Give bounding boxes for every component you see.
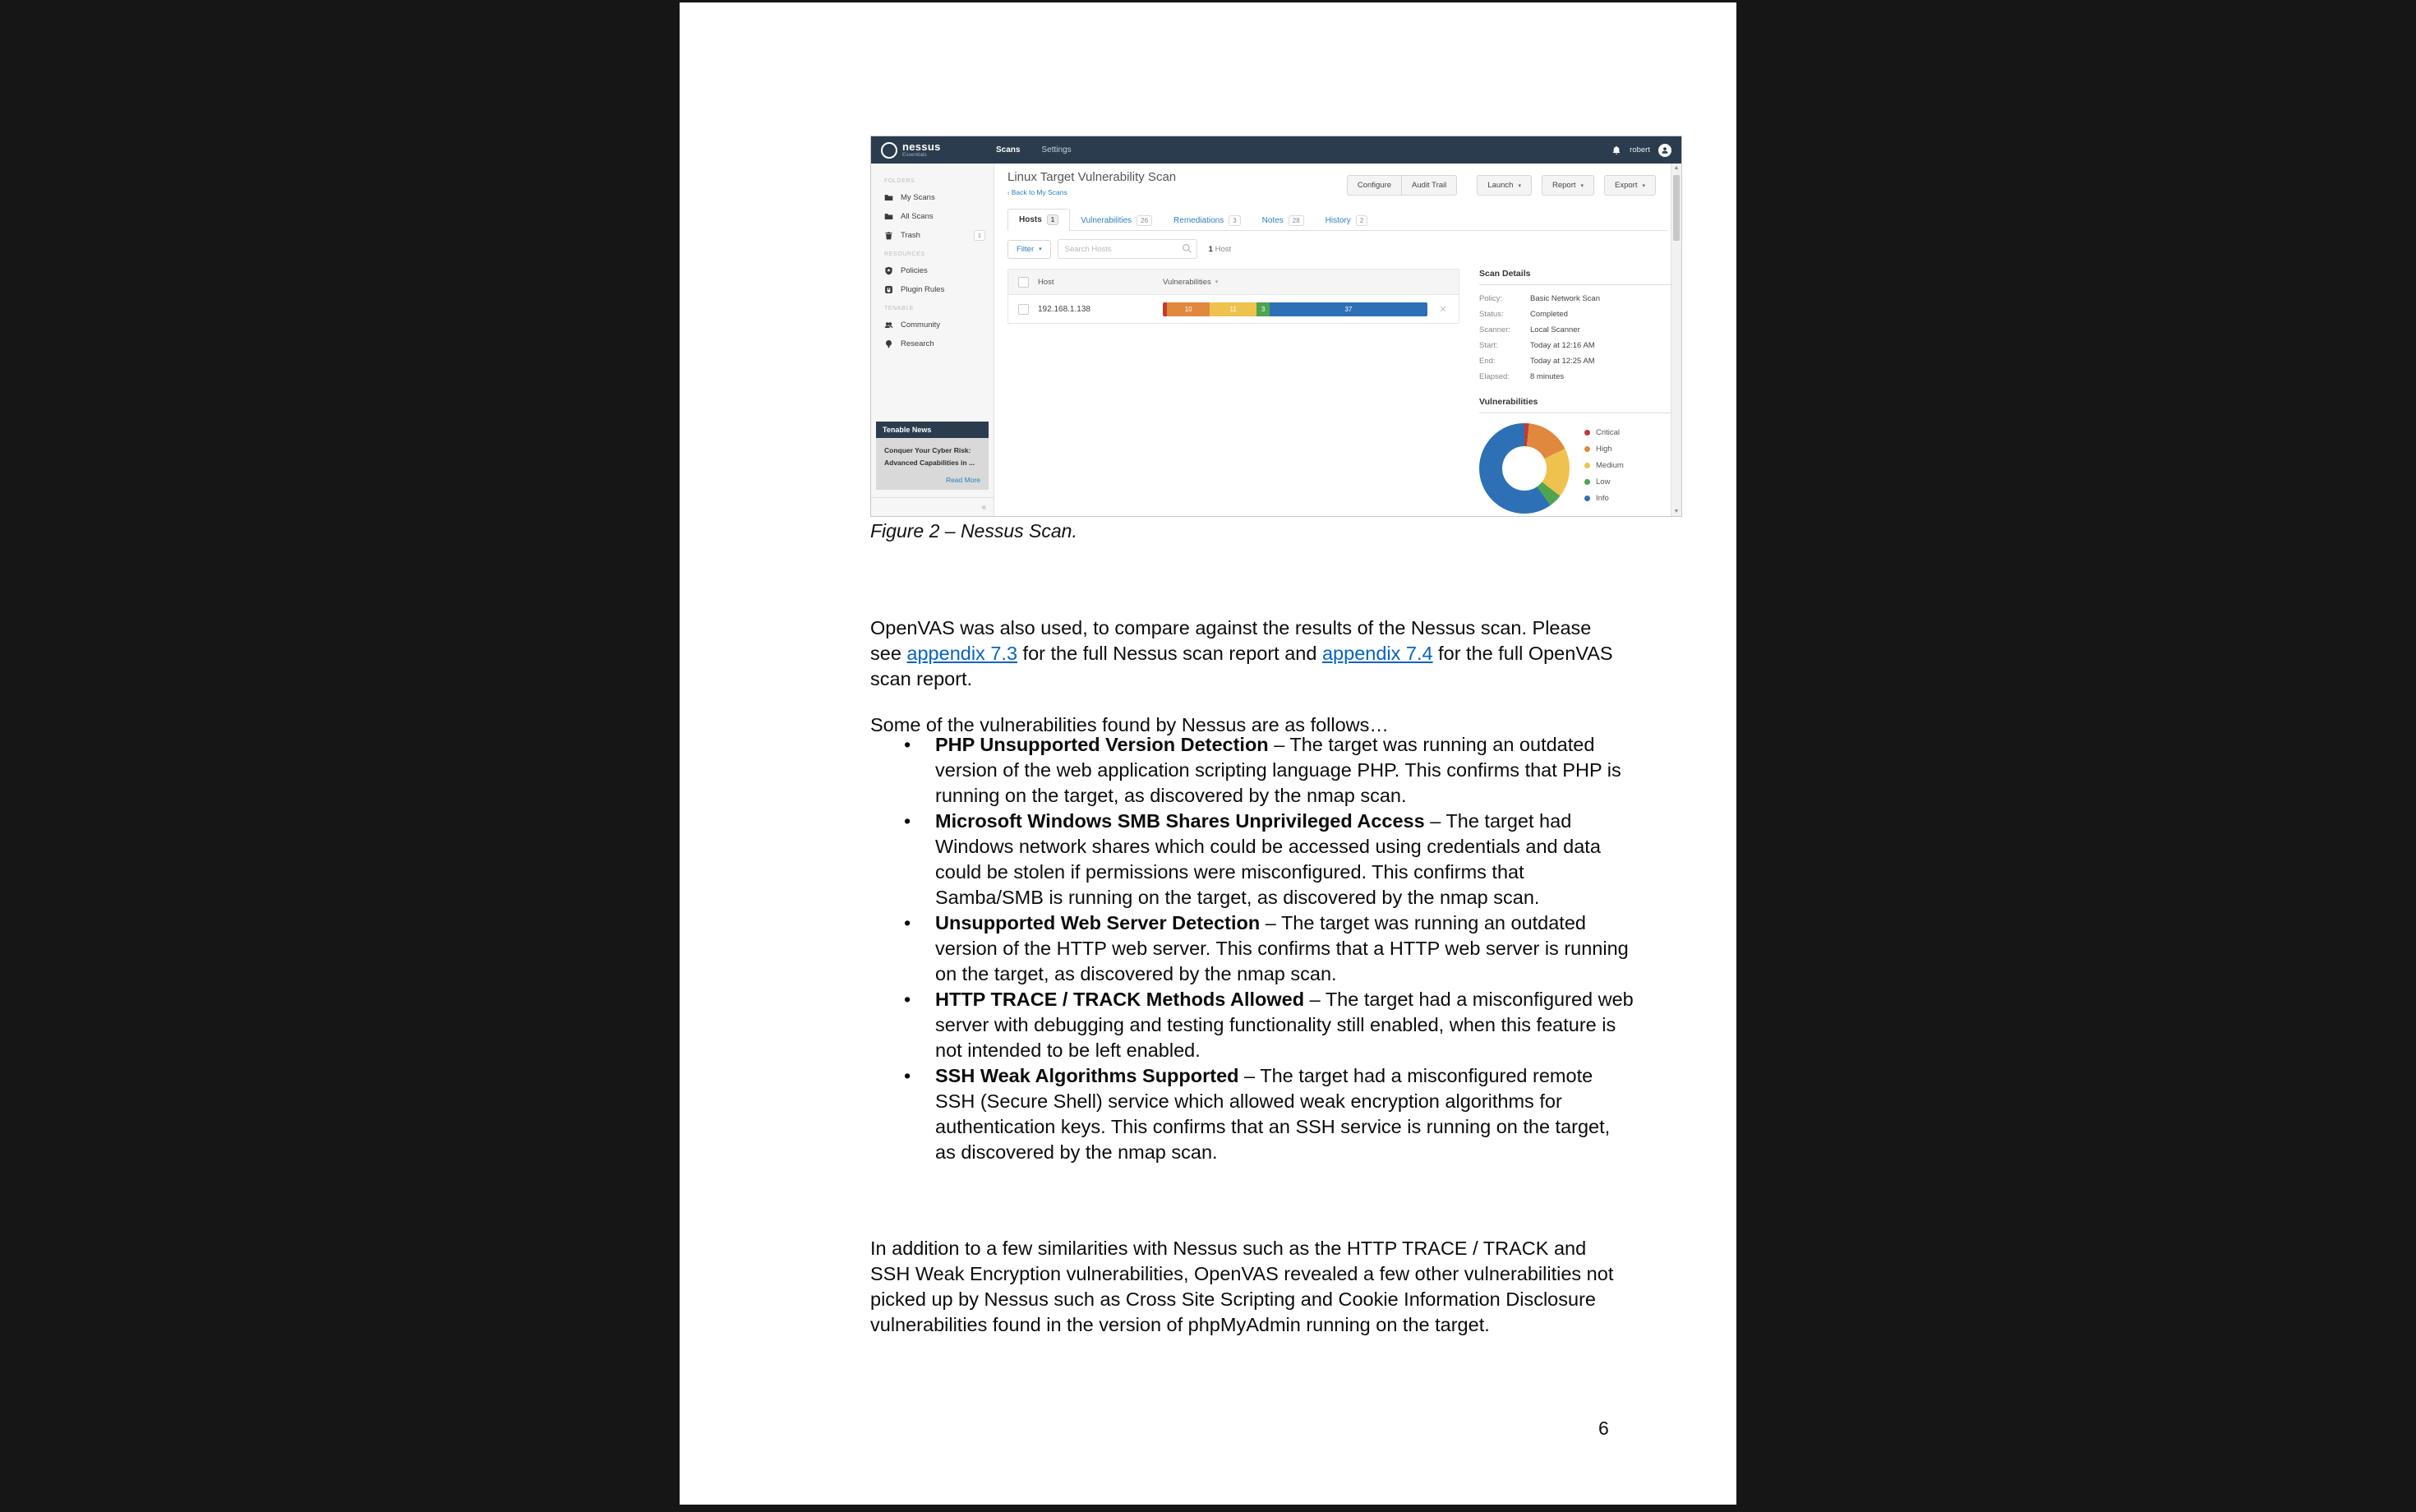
scroll-down-icon[interactable]: ▼ bbox=[1673, 509, 1680, 514]
bar-segment-medium[interactable]: 11 bbox=[1210, 302, 1256, 316]
folder-icon bbox=[884, 212, 893, 221]
tab-history[interactable]: History 2 bbox=[1315, 210, 1379, 231]
tab-count-badge: 26 bbox=[1137, 215, 1152, 226]
paragraph-intro-list: Some of the vulnerabilities found by Nessus are as follows… bbox=[870, 713, 1389, 735]
sidebar-item-community[interactable] bbox=[871, 316, 994, 334]
bar-segment-high[interactable]: 10 bbox=[1167, 302, 1210, 316]
scan-details-panel bbox=[1479, 269, 1676, 514]
sort-icon: ▾ bbox=[1215, 279, 1219, 285]
launch-dropdown[interactable]: Launch ▾ bbox=[1477, 175, 1532, 196]
tab-vulnerabilities[interactable]: Vulnerabilities 26 bbox=[1070, 210, 1163, 231]
detail-row-status: Status: Completed bbox=[1479, 310, 1568, 319]
tab-count-badge: 1 bbox=[1047, 214, 1058, 225]
user-avatar[interactable] bbox=[1658, 144, 1671, 157]
report-dropdown[interactable]: Report ▾ bbox=[1542, 175, 1594, 196]
medium-dot-icon bbox=[1584, 463, 1590, 468]
sidebar-section-tenable: TENABLE bbox=[884, 306, 915, 311]
brand-subtitle: Essentials bbox=[902, 152, 927, 159]
appendix-7-4-link[interactable]: appendix 7.4 bbox=[1321, 642, 1433, 664]
detail-row-end: End: Today at 12:25 AM bbox=[1479, 357, 1595, 366]
hosts-table-header bbox=[1008, 270, 1459, 295]
audit-trail-button[interactable]: Audit Trail bbox=[1402, 175, 1457, 196]
nessus-logo-icon bbox=[881, 142, 897, 159]
legend-item-low: Low bbox=[1584, 477, 1624, 486]
host-row-checkbox[interactable] bbox=[1018, 304, 1029, 315]
tab-count-badge: 3 bbox=[1229, 215, 1240, 226]
sidebar-item-my-scans[interactable] bbox=[871, 188, 994, 207]
sidebar-item-label: Trash bbox=[901, 231, 920, 240]
remove-host-icon[interactable]: ✕ bbox=[1439, 304, 1447, 315]
tenable-news-title: Conquer Your Cyber Risk: Advanced Capabilities in ... bbox=[884, 446, 975, 467]
sidebar-item-trash[interactable] bbox=[871, 226, 994, 245]
donut-legend bbox=[1584, 428, 1624, 510]
vulnerability-bullet-list bbox=[904, 732, 1634, 1165]
community-icon bbox=[884, 320, 893, 330]
tab-hosts[interactable]: Hosts 1 bbox=[1007, 209, 1070, 231]
caret-down-icon: ▾ bbox=[1518, 182, 1521, 189]
legend-item-medium: Medium bbox=[1584, 461, 1624, 470]
folder-icon bbox=[884, 193, 893, 202]
vulnerability-donut bbox=[1479, 423, 1570, 514]
sidebar-item-label: Plugin Rules bbox=[901, 285, 945, 294]
tab-notes[interactable]: Notes 28 bbox=[1252, 210, 1315, 231]
sidebar-item-research[interactable] bbox=[871, 334, 994, 353]
donut-hole bbox=[1502, 446, 1547, 491]
sidebar-item-all-scans[interactable] bbox=[871, 207, 994, 226]
research-icon bbox=[884, 339, 893, 348]
detail-row-policy: Policy: Basic Network Scan bbox=[1479, 294, 1601, 303]
critical-dot-icon bbox=[1584, 430, 1590, 436]
sidebar-section-resources: RESOURCES bbox=[884, 251, 925, 257]
scan-tabs bbox=[1007, 209, 1667, 231]
high-dot-icon bbox=[1584, 446, 1590, 452]
scan-actions bbox=[1347, 175, 1656, 196]
paragraph-openvas: OpenVAS was also used, to compare against the results of the Nessus scan. Please see appendix 7.3 for the full Nessus scan report and appendix 7.4 for the full OpenVAS scan report. bbox=[870, 616, 1613, 689]
nav-item-scans[interactable]: Scans bbox=[996, 145, 1021, 154]
sidebar-section-folders: FOLDERS bbox=[884, 178, 915, 184]
detail-row-scanner: Scanner: Local Scanner bbox=[1479, 325, 1580, 334]
back-arrow-icon: ‹ bbox=[1007, 191, 1010, 196]
nessus-logo[interactable] bbox=[881, 141, 996, 159]
page-number: 6 bbox=[1598, 1418, 1609, 1439]
bar-segment-low[interactable]: 3 bbox=[1256, 302, 1270, 316]
host-column-header[interactable]: Host bbox=[1038, 277, 1054, 287]
sidebar-item-label: Policies bbox=[901, 266, 928, 275]
vulnerabilities-panel-title: Vulnerabilities bbox=[1479, 397, 1676, 413]
search-icon bbox=[1182, 243, 1192, 254]
scan-details-title: Scan Details bbox=[1479, 269, 1676, 285]
nav-item-settings[interactable]: Settings bbox=[1041, 145, 1072, 154]
info-dot-icon bbox=[1584, 496, 1590, 501]
appendix-7-3-link[interactable]: appendix 7.3 bbox=[906, 642, 1018, 664]
bullet-smb-shares: • Microsoft Windows SMB Shares Unprivileged Access – The target had Windows network shares which could be accessed using credentials and data could be stolen if permissions were misconfigured. This confirms that Samba/SMB is running on the target, as discovered by the nmap scan. bbox=[904, 809, 1634, 910]
legend-item-high: High bbox=[1584, 445, 1624, 454]
nessus-top-nav bbox=[871, 136, 1681, 164]
export-dropdown[interactable]: Export ▾ bbox=[1604, 175, 1656, 196]
sidebar-item-label: Research bbox=[901, 339, 934, 348]
scrollbar-thumb[interactable] bbox=[1673, 175, 1680, 241]
paragraph-closing: In addition to a few similarities with Nessus such as the HTTP TRACE / TRACK and SSH Weak Encryption vulnerabilities, OpenVAS revealed a few other vulnerabilities not picked up by Nessus such as Cross Site Scripting and Cookie Information Disclosure vulnerabilities found in the version of phpMyAdmin running on the target. bbox=[870, 1237, 1614, 1335]
tenable-news-card bbox=[876, 422, 989, 490]
legend-item-critical: Critical bbox=[1584, 428, 1624, 437]
nessus-sidebar bbox=[871, 164, 994, 516]
app-scrollbar[interactable] bbox=[1671, 164, 1681, 516]
caret-down-icon: ▾ bbox=[1039, 247, 1042, 252]
brand-name: nessus bbox=[902, 141, 941, 154]
filter-row bbox=[1007, 239, 1667, 259]
low-dot-icon bbox=[1584, 479, 1590, 485]
bar-segment-info[interactable]: 37 bbox=[1270, 302, 1427, 316]
trash-icon bbox=[884, 231, 893, 240]
sidebar-item-label: All Scans bbox=[901, 212, 934, 221]
plugin-icon bbox=[884, 285, 893, 294]
person-icon bbox=[1661, 146, 1669, 154]
legend-item-info: Info bbox=[1584, 494, 1624, 503]
sidebar-item-policies[interactable] bbox=[871, 261, 994, 280]
notifications-bell-icon[interactable] bbox=[1611, 145, 1621, 155]
filter-button[interactable]: Filter ▾ bbox=[1007, 240, 1051, 259]
select-all-checkbox[interactable] bbox=[1018, 277, 1029, 288]
nessus-screenshot-figure bbox=[870, 136, 1682, 517]
vulnerabilities-column-header[interactable]: Vulnerabilities ▾ bbox=[1163, 277, 1219, 287]
vulnerability-bar[interactable] bbox=[1163, 302, 1427, 316]
caret-down-icon: ▾ bbox=[1580, 182, 1584, 189]
bullet-http-trace: • HTTP TRACE / TRACK Methods Allowed – The target had a misconfigured web server with debugging and testing functionality still enabled, when this feature is not intended to be left enabled. bbox=[904, 987, 1634, 1063]
back-to-my-scans-link[interactable]: ‹ Back to My Scans bbox=[1007, 188, 1067, 196]
search-hosts-input[interactable] bbox=[1058, 239, 1197, 259]
trash-count-badge: 1 bbox=[974, 230, 985, 241]
hosts-table bbox=[1007, 269, 1459, 324]
bullet-php-unsupported: • PHP Unsupported Version Detection – The target was running an outdated version of the web application scripting language PHP. This confirms that PHP is running on the target, as discovered by the nmap scan. bbox=[904, 732, 1634, 809]
read-more-link[interactable]: Read More bbox=[945, 476, 980, 484]
nessus-main bbox=[994, 164, 1671, 516]
host-row[interactable] bbox=[1008, 295, 1459, 323]
configure-button[interactable]: Configure bbox=[1347, 175, 1402, 196]
shield-icon bbox=[884, 266, 893, 275]
tab-remediations[interactable]: Remediations 3 bbox=[1163, 210, 1252, 231]
tenable-news-header: Tenable News bbox=[876, 422, 989, 438]
sidebar-collapse-button[interactable]: « bbox=[871, 497, 994, 516]
caret-down-icon: ▾ bbox=[1642, 182, 1645, 189]
scroll-up-icon[interactable]: ▲ bbox=[1673, 165, 1680, 171]
sidebar-item-plugin-rules[interactable] bbox=[871, 280, 994, 299]
tab-count-badge: 2 bbox=[1356, 215, 1367, 226]
host-count: 1 Host bbox=[1208, 244, 1232, 254]
host-ip[interactable]: 192.168.1.138 bbox=[1038, 304, 1090, 314]
detail-row-start: Start: Today at 12:16 AM bbox=[1479, 341, 1595, 350]
detail-row-elapsed: Elapsed: 8 minutes bbox=[1479, 372, 1565, 381]
user-menu[interactable]: robert bbox=[1630, 145, 1650, 154]
sidebar-item-label: Community bbox=[901, 320, 941, 330]
document-page bbox=[680, 2, 1736, 1505]
bullet-web-server: • Unsupported Web Server Detection – The target was running an outdated version of the HTTP web server. This confirms that a HTTP web server is running on the target, as discovered by the nmap scan. bbox=[904, 910, 1634, 987]
scan-title: Linux Target Vulnerability Scan bbox=[1007, 170, 1177, 184]
tab-count-badge: 28 bbox=[1289, 215, 1304, 226]
figure-caption: Figure 2 – Nessus Scan. bbox=[870, 520, 1077, 542]
bullet-ssh-weak: • SSH Weak Algorithms Supported – The target had a misconfigured remote SSH (Secure Shell) service which allowed weak encryption algorithms for authentication keys. This confirms that an SSH service is running on the target, as discovered by the nmap scan. bbox=[904, 1063, 1634, 1165]
sidebar-item-label: My Scans bbox=[901, 193, 935, 202]
